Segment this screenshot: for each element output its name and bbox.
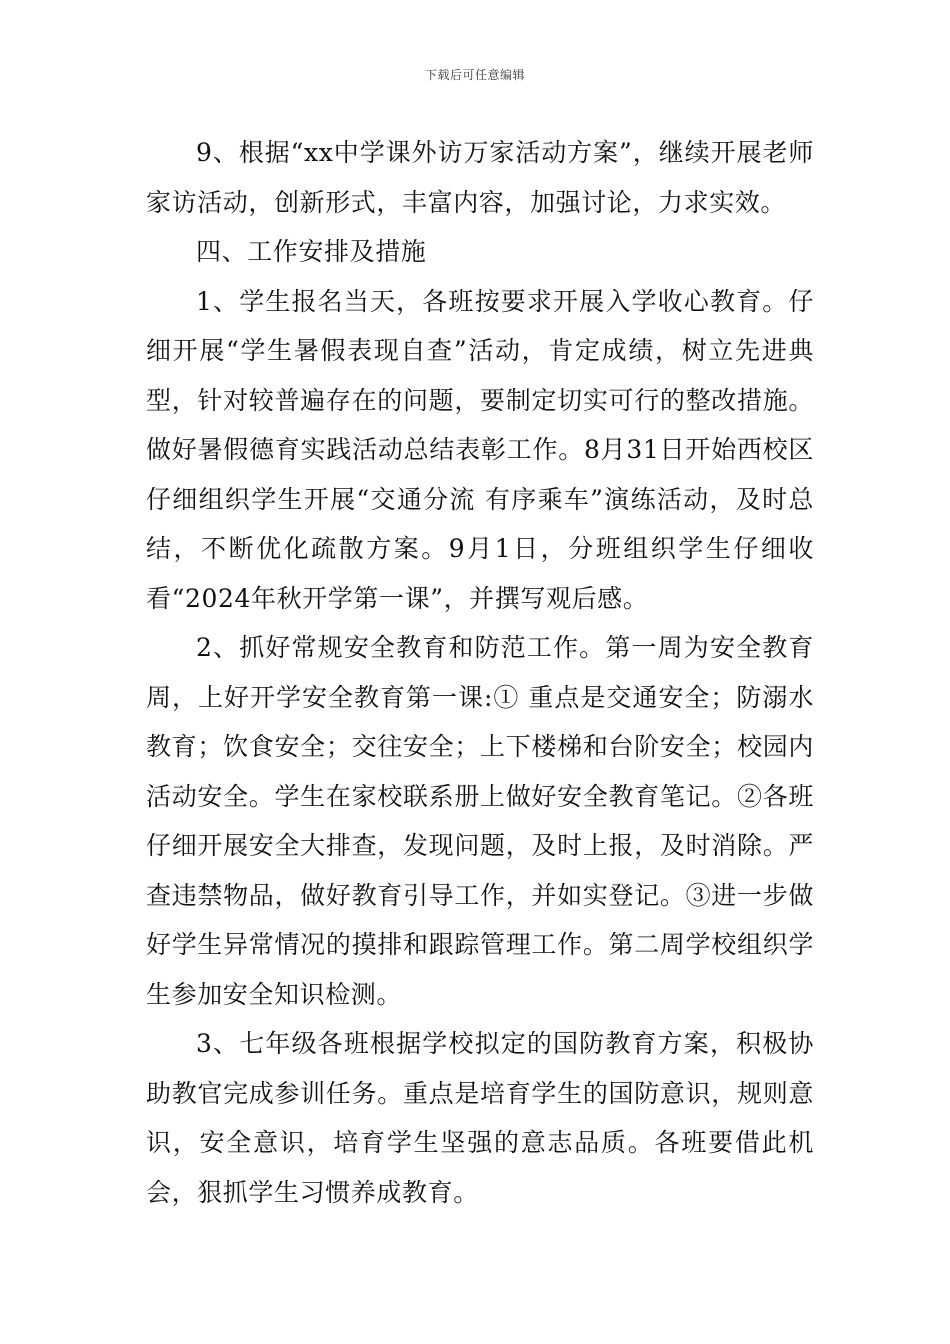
paragraph-item-1: 1、学生报名当天，各班按要求开展入学收心教育。仔细开展“学生暑假表现自查”活动，肯定成绩，树立先进典型，针对较普遍存在的问题，要制定切实可行的整改措施。做好暑假德育实践活动总结表彰工作。8月31日开始西校区仔细组织学生开展“交通分流 有序乘车”演练活动，及时总结，不断优化疏散方案。9月1日，分班组织学生仔细收看“2024年秋开学第一课”，并撰写观后感。 <box>146 286 814 613</box>
document-body <box>146 128 814 1217</box>
page-header-note: 下载后可任意编辑 <box>424 68 525 82</box>
paragraph-item-3: 3、七年级各班根据学校拟定的国防教育方案，积极协助教官完成参训任务。重点是培育学生的国防意识，规则意识，安全意识，培育学生坚强的意志品质。各班要借此机会，狠抓学生习惯养成教育。 <box>146 1029 814 1207</box>
paragraph-item-9: 9、根据“xx中学课外访万家活动方案”，继续开展老师家访活动，创新形式，丰富内容，加强讨论，力求实效。 <box>146 138 814 217</box>
paragraph-item-2: 2、抓好常规安全教育和防范工作。第一周为安全教育周，上好开学安全教育第一课:① 重点是交通安全；防溺水教育；饮食安全；交往安全；上下楼梯和台阶安全；校园内活动安全。学生在家校联系册上做好安全教育笔记。②各班仔细开展安全大排查，发现问题，及时上报，及时消除。严查违禁物品，做好教育引导工作，并如实登记。③进一步做好学生异常情况的摸排和跟踪管理工作。第二周学校组织学生参加安全知识检测。 <box>146 633 814 1009</box>
section-heading-arrangements: 四、工作安排及措施 <box>196 237 427 266</box>
